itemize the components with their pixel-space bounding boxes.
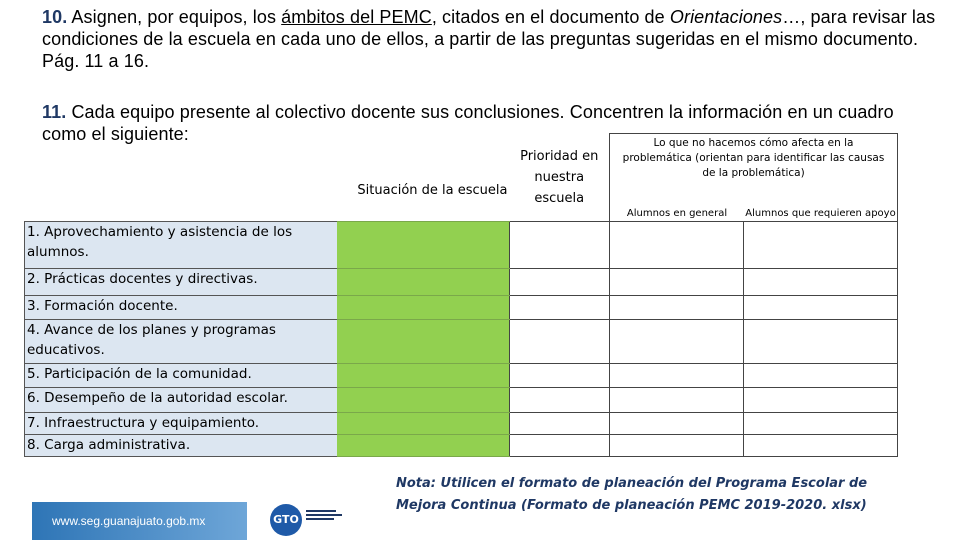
row-label: 7. Infraestructura y equipamiento. (25, 413, 337, 435)
table-row (25, 222, 898, 269)
cell-apoyo[interactable] (744, 388, 898, 413)
cell-situacion[interactable] (337, 320, 510, 364)
col-header-prioridad (510, 134, 610, 222)
row-label: 8. Carga administrativa. (25, 435, 337, 457)
cell-general[interactable] (610, 269, 744, 296)
cell-prioridad[interactable] (510, 320, 610, 364)
gto-logo-tagline (306, 510, 346, 520)
row-label: 2. Prácticas docentes y directivas. (25, 269, 337, 296)
instruction-10-number: 10. (42, 7, 68, 27)
instruction-11-text: Cada equipo presente al colectivo docente sus conclusiones. Concentren la información en un cuadro como el siguiente: (42, 102, 894, 144)
table-row (25, 320, 898, 364)
table-row (25, 388, 898, 413)
cell-prioridad[interactable] (510, 269, 610, 296)
cell-general[interactable] (610, 320, 744, 364)
col-header-afecta-label: Lo que no hacemos cómo afecta en la problemática (orientan para identificar las causas de la problemática) (622, 137, 885, 179)
footer-url-link[interactable]: www.seg.guanajuato.gob.mx (52, 514, 206, 528)
row-label: 1. Aprovechamiento y asistencia de los alumnos. (25, 222, 337, 269)
row-label: 5. Participación de la comunidad. (25, 364, 337, 388)
table-row (25, 269, 898, 296)
cell-general[interactable] (610, 388, 744, 413)
cell-situacion[interactable] (337, 413, 510, 435)
instruction-10-text-a: Asignen, por equipos, los (67, 7, 282, 27)
table-row (25, 364, 898, 388)
cell-prioridad[interactable] (510, 296, 610, 320)
col-header-general: Alumnos en general (626, 208, 728, 219)
row-label: 3. Formación docente. (25, 296, 337, 320)
instruction-11-number: 11. (42, 102, 67, 122)
cell-situacion[interactable] (337, 222, 510, 269)
pemc-areas-link[interactable]: ámbitos del PEMC (281, 7, 432, 27)
gto-logo-mark: GTO (270, 504, 302, 536)
instruction-10-text-b: , citados en el documento de (431, 7, 670, 27)
cell-situacion[interactable] (337, 388, 510, 413)
col-header-apoyo: Alumnos que requieren apoyo (745, 208, 896, 219)
cell-general[interactable] (610, 435, 744, 457)
cell-apoyo[interactable] (744, 364, 898, 388)
cell-situacion[interactable] (337, 296, 510, 320)
cell-general[interactable] (610, 296, 744, 320)
table-row (25, 296, 898, 320)
cell-general[interactable] (610, 413, 744, 435)
cell-prioridad[interactable] (510, 388, 610, 413)
cell-prioridad[interactable] (510, 222, 610, 269)
col-header-situacion (337, 134, 510, 222)
row-label: 4. Avance de los planes y programas educativos. (25, 320, 337, 364)
note-text: Nota: Utilicen el formato de planeación del Programa Escolar de Mejora Continua (Formato de planeación PEMC 2019-2020. xlsx) (396, 476, 868, 513)
cell-apoyo[interactable] (744, 320, 898, 364)
cell-apoyo[interactable] (744, 296, 898, 320)
cell-situacion[interactable] (337, 269, 510, 296)
cell-prioridad[interactable] (510, 435, 610, 457)
cell-apoyo[interactable] (744, 269, 898, 296)
col-header-prioridad-label: Prioridad en nuestra escuela (520, 148, 599, 206)
cell-prioridad[interactable] (510, 413, 610, 435)
cell-situacion[interactable] (337, 364, 510, 388)
planning-table (24, 133, 898, 457)
cell-apoyo[interactable] (744, 435, 898, 457)
row-label: 6. Desempeño de la autoridad escolar. (25, 388, 337, 413)
cell-apoyo[interactable] (744, 413, 898, 435)
instruction-10 (42, 6, 942, 72)
table-row (25, 435, 898, 457)
cell-situacion[interactable] (337, 435, 510, 457)
col-header-afecta (610, 134, 898, 222)
cell-general[interactable] (610, 364, 744, 388)
table-row (25, 413, 898, 435)
cell-prioridad[interactable] (510, 364, 610, 388)
orientaciones-title: Orientaciones (669, 7, 783, 27)
cell-general[interactable] (610, 222, 744, 269)
instruction-10-text-c: …, para revisar las condiciones de la escuela en cada uno de ellos, a partir de las preguntas sugeridas en el mismo documento. Pág. 11 a 16. (42, 7, 936, 71)
col-header-situacion-label: Situación de la escuela (357, 182, 508, 198)
gto-logo (268, 500, 348, 540)
cell-apoyo[interactable] (744, 222, 898, 269)
